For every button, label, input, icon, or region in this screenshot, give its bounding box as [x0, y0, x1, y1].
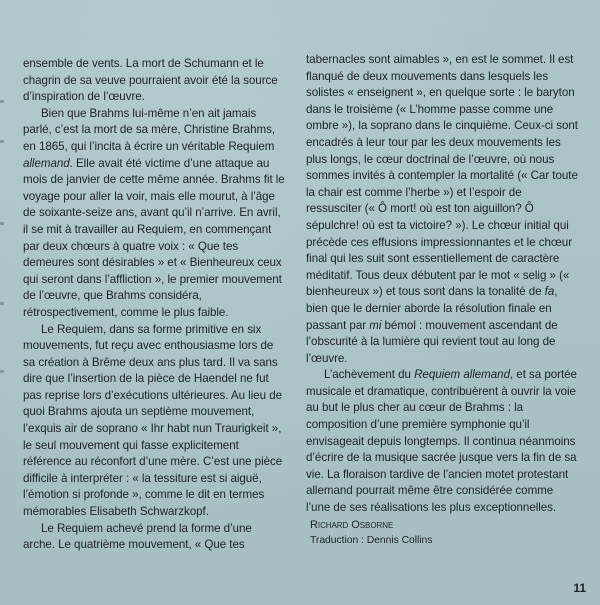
paragraph: [23, 106, 286, 322]
text-run: L’achèvement du: [324, 368, 415, 382]
text-run: . Elle avait été victime d’une attaque au mois de janvier de cette même année. Brahms fit le voyage pour aller la voir, mais elle mourut, à l’âge de soixante-seize ans, avant qu’il n’arrive. En avril, il se mit à travailler au Requiem, en commençant par deux chœurs à quatre voix : « Que tes demeures sont désirables » et « Bienheureux ceux qui seront dans l’affliction », le premier mouvement de l’œuvre, que Brahms considéra, rétrospectivement, comme le plus faible.: [23, 156, 285, 319]
paragraph: Le Requiem, dans sa forme primitive en six mouvements, fut reçu avec enthousiasme lors de sa création à Brême deux ans plus tard. Il va sans dire que l’insertion de la pièce de Haendel ne fut pas reprise lors d’exécutions ultérieures. Au lieu de quoi Brahms ajouta un septième mouvement, l’exquis air de soprano « Ihr habt nun Traurigkeit », le seul mouvement qui fasse explicitement référence au réconfort d’une mère. C’est une pièce difficile à interpréter : « la tessiture est si aiguë, l’émotion si profonde », comme le dit en termes mémorables Elisabeth Schwarzkopf.: [23, 322, 283, 519]
page-number: 11: [573, 581, 586, 595]
left-column: [23, 56, 286, 554]
paragraph: ensemble de vents. La mort de Schumann et le chagrin de sa veuve pourraient avoir été la source d’inspiration de l’œuvre.: [23, 57, 278, 104]
edge-mark: [0, 222, 4, 225]
edge-mark: [0, 140, 4, 143]
text-run: bémol : mouvement ascendant de l’obscurité à la lumière qui revient tout au long de l’œuvre.: [306, 318, 558, 365]
edge-mark: [0, 302, 4, 305]
text-run: , bien que le dernier aborde la résolution finale en passant par: [306, 285, 558, 332]
edge-mark: [0, 100, 4, 103]
paragraph: [306, 367, 578, 516]
paragraph: [306, 52, 578, 367]
text-run: , et sa portée musicale et dramatique, contribuèrent à ouvrir la voie au but le plus cher au cœur de Brahms : la composition d’une première symphonie qu’il envisageait depuis longtemps. Il continua néanmoins d’écrire de la musique sacrée jusque vers la fin de sa vie. La floraison tardive de l’ancien motet protestant allemand pourrait même être considérée comme l’une de ses réalisations les plus exceptionnelles.: [306, 368, 577, 515]
edge-mark: [0, 370, 4, 373]
translator-credit: Traduction : Dennis Collins: [310, 535, 433, 547]
italic-text: allemand: [23, 156, 70, 170]
italic-text: fa: [544, 285, 555, 299]
italic-text: Requiem allemand: [414, 368, 510, 382]
paragraph: Le Requiem achevé prend la forme d’une arche. Le quatrième mouvement, « Que tes: [23, 521, 252, 552]
right-column: [306, 52, 578, 550]
text-run: tabernacles sont aimables », en est le sommet. Il est flanqué de deux mouvements dans lesquels les solistes « enseignent », en quelque sorte : le baryton dans le troisième (« L’homme passe comme une ombre »), la soprano dans le cinquième. Ceux-ci sont encadrés à leur tour par les deux mouvements les plus longs, le cœur doctrinal de l’œuvre, où nous sommes invités à contempler la mortalité (« Car toute la chair est comme l’herbe ») et l’espoir de ressusciter (« Ô mort! où est ton aiguillon? Ô sépulchre! où est ta victoire? »). Le chœur initial qui précède ces effusions impressionnantes et le chœur final qui les suit sont essentiellement de caractère méditatif. Tous deux débutent par le mot « selig » (« bienheureux ») et tous sont dans la tonalité de: [306, 53, 578, 299]
italic-text: mi: [369, 318, 382, 332]
text-run: Bien que Brahms lui-même n’en ait jamais parlé, c’est la mort de sa mère, Christine Brahms, en 1865, qui l’incita à écrire un véritable Requiem: [23, 106, 276, 153]
author-signature: Richard Osborne: [310, 518, 394, 531]
